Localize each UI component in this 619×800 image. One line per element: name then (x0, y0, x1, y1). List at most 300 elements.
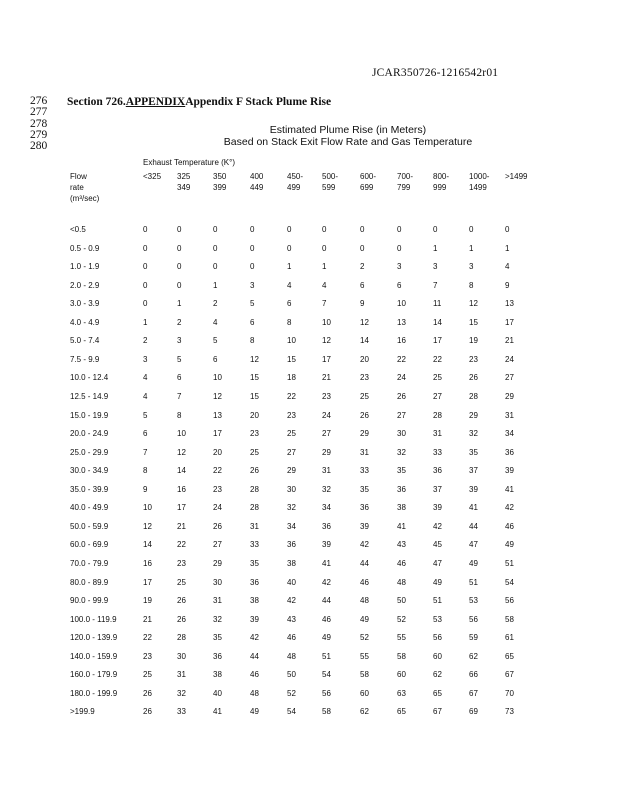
temperature-column-header (322, 171, 338, 193)
plume-rise-value: 17 (213, 429, 222, 439)
plume-rise-value: 20 (213, 447, 222, 457)
plume-rise-value: 62 (433, 670, 442, 680)
plume-rise-value: 9 (505, 280, 510, 290)
plume-rise-value: 61 (505, 633, 514, 643)
plume-rise-value: 0 (177, 243, 182, 253)
plume-rise-value: 25 (250, 447, 259, 457)
column-header-line: <325 (143, 172, 162, 181)
plume-rise-value: 6 (213, 354, 218, 364)
flow-rate-label: 180.0 - 199.9 (70, 688, 118, 698)
plume-rise-value: 14 (360, 336, 369, 346)
table-row (0, 707, 619, 724)
plume-rise-value: 0 (213, 262, 218, 272)
plume-rise-value: 10 (287, 336, 296, 346)
plume-rise-value: 26 (469, 373, 478, 383)
plume-rise-value: 31 (433, 429, 442, 439)
table-row (0, 596, 619, 613)
plume-rise-value: 55 (360, 651, 369, 661)
plume-rise-value: 0 (397, 243, 402, 253)
plume-rise-value: 38 (213, 670, 222, 680)
plume-rise-value: 23 (322, 392, 331, 401)
table-row (0, 485, 619, 502)
plume-rise-value: 26 (143, 707, 152, 717)
plume-rise-value: 69 (469, 707, 478, 717)
plume-rise-value: 1 (177, 299, 182, 309)
temperature-column-header (360, 171, 376, 193)
column-header-line: 799 (397, 183, 411, 192)
plume-rise-value: 17 (322, 354, 331, 364)
plume-rise-value: 22 (397, 354, 406, 364)
plume-rise-value: 1 (433, 243, 438, 253)
plume-rise-value: 31 (177, 670, 186, 680)
plume-rise-value: 41 (397, 521, 406, 531)
plume-rise-value: 32 (213, 614, 222, 624)
plume-rise-value: 29 (213, 558, 222, 568)
plume-rise-value: 12 (143, 521, 152, 531)
temperature-column-header (177, 171, 190, 193)
column-header-line: 449 (250, 183, 264, 192)
plume-rise-value: 26 (213, 521, 222, 531)
flow-rate-label: 7.5 - 9.9 (70, 354, 100, 364)
plume-rise-value: 26 (360, 410, 369, 420)
flow-rate-label: 70.0 - 79.9 (70, 558, 109, 568)
table-row (0, 336, 619, 353)
plume-rise-value: 42 (250, 633, 259, 643)
plume-rise-value: 16 (177, 484, 186, 494)
plume-rise-value: 17 (505, 317, 514, 327)
plume-rise-value: 49 (250, 707, 259, 717)
plume-rise-value: 34 (287, 521, 296, 531)
plume-rise-value: 21 (143, 614, 152, 624)
flow-header-line: rate (70, 183, 84, 192)
plume-rise-value: 24 (397, 373, 406, 383)
table-row (0, 466, 619, 483)
section-prefix: Section 726. (67, 96, 126, 108)
column-header-line: 399 (213, 183, 227, 192)
flow-rate-label: 20.0 - 24.9 (70, 429, 109, 439)
plume-rise-value: 25 (433, 373, 442, 383)
plume-rise-value: 53 (469, 596, 478, 605)
plume-rise-value: 66 (469, 670, 478, 680)
plume-rise-value: 0 (143, 280, 148, 290)
plume-rise-value: 29 (322, 447, 331, 457)
column-header-line: 450- (287, 172, 304, 181)
flow-rate-label: <0.5 (70, 225, 86, 234)
table-row (0, 522, 619, 539)
plume-rise-value: 18 (287, 373, 296, 383)
plume-rise-value: 63 (397, 688, 406, 698)
plume-rise-value: 19 (143, 596, 152, 605)
table-row (0, 318, 619, 335)
plume-rise-value: 5 (177, 354, 182, 364)
temperature-column-header (505, 171, 527, 182)
plume-rise-value: 0 (250, 225, 255, 234)
plume-rise-value: 0 (177, 225, 182, 234)
column-header-line: 1499 (469, 183, 487, 192)
flow-rate-label: 80.0 - 89.9 (70, 577, 109, 587)
plume-rise-value: 12 (469, 299, 478, 309)
plume-rise-value: 35 (250, 558, 259, 568)
flow-rate-label: 40.0 - 49.9 (70, 503, 109, 513)
plume-rise-value: 34 (505, 429, 514, 439)
plume-rise-value: 49 (433, 577, 442, 587)
plume-rise-value: 32 (397, 447, 406, 457)
line-number: 278 (30, 117, 48, 130)
plume-rise-value: 29 (505, 392, 514, 401)
plume-rise-value: 44 (360, 558, 369, 568)
plume-rise-value: 3 (143, 354, 148, 364)
plume-rise-value: 52 (287, 688, 296, 698)
plume-rise-value: 25 (143, 670, 152, 680)
plume-rise-value: 8 (143, 466, 148, 476)
plume-rise-value: 23 (287, 410, 296, 420)
plume-rise-value: 1 (469, 243, 474, 253)
plume-rise-value: 2 (213, 299, 218, 309)
temperature-column-header (397, 171, 413, 193)
plume-rise-value: 43 (397, 540, 406, 550)
table-row (0, 670, 619, 687)
plume-rise-value: 30 (287, 484, 296, 494)
plume-rise-value: 58 (505, 614, 514, 624)
plume-rise-value: 25 (360, 392, 369, 401)
flow-rate-label: 5.0 - 7.4 (70, 336, 100, 346)
plume-rise-value: 0 (433, 225, 438, 234)
flow-rate-label: 60.0 - 69.9 (70, 540, 109, 550)
plume-rise-value: 0 (143, 243, 148, 253)
plume-rise-value: 0 (250, 243, 255, 253)
flow-rate-label: >199.9 (70, 707, 95, 717)
plume-rise-value: 21 (322, 373, 331, 383)
plume-rise-value: 55 (397, 633, 406, 643)
plume-rise-value: 35 (360, 484, 369, 494)
plume-rise-value: 3 (177, 336, 182, 346)
column-header-line: >1499 (505, 172, 528, 181)
plume-rise-value: 58 (360, 670, 369, 680)
plume-rise-value: 25 (177, 577, 186, 587)
plume-rise-value: 27 (287, 447, 296, 457)
temperature-column-header (250, 171, 263, 193)
plume-rise-value: 17 (177, 503, 186, 513)
column-header-line: 999 (433, 183, 447, 192)
plume-rise-value: 70 (505, 688, 514, 698)
plume-rise-value: 26 (250, 466, 259, 476)
column-header-line: 699 (360, 183, 374, 192)
plume-rise-value: 47 (469, 540, 478, 550)
plume-rise-value: 23 (360, 373, 369, 383)
plume-rise-value: 22 (287, 392, 296, 401)
plume-rise-value: 23 (143, 651, 152, 661)
plume-rise-value: 0 (360, 243, 365, 253)
plume-rise-value: 0 (322, 225, 327, 234)
plume-rise-value: 46 (505, 521, 514, 531)
plume-rise-value: 31 (322, 466, 331, 476)
plume-rise-value: 41 (505, 484, 514, 494)
plume-rise-value: 48 (250, 688, 259, 698)
plume-rise-value: 29 (287, 466, 296, 476)
plume-rise-value: 1 (505, 243, 510, 253)
plume-rise-value: 30 (213, 577, 222, 587)
plume-rise-value: 23 (469, 354, 478, 364)
plume-rise-value: 38 (397, 503, 406, 513)
plume-rise-value: 5 (213, 336, 218, 346)
plume-rise-value: 44 (322, 596, 331, 605)
plume-rise-value: 8 (469, 280, 474, 290)
plume-rise-value: 27 (433, 392, 442, 401)
plume-rise-value: 44 (250, 651, 259, 661)
plume-rise-value: 28 (177, 633, 186, 643)
plume-rise-value: 9 (143, 484, 148, 494)
plume-rise-value: 49 (360, 614, 369, 624)
plume-rise-value: 13 (505, 299, 514, 309)
plume-rise-value: 41 (469, 503, 478, 513)
plume-rise-value: 20 (250, 410, 259, 420)
plume-rise-value: 49 (469, 558, 478, 568)
column-header-line: 325 (177, 172, 191, 181)
plume-rise-value: 2 (360, 262, 365, 272)
plume-rise-value: 40 (213, 688, 222, 698)
plume-rise-value: 36 (433, 466, 442, 476)
plume-rise-value: 24 (213, 503, 222, 513)
plume-rise-value: 21 (505, 336, 514, 346)
plume-rise-value: 35 (397, 466, 406, 476)
plume-rise-value: 48 (397, 577, 406, 587)
flow-rate-label: 120.0 - 139.9 (70, 633, 118, 643)
plume-rise-value: 41 (213, 707, 222, 717)
temperature-column-header (213, 171, 226, 193)
flow-rate-label: 1.0 - 1.9 (70, 262, 100, 272)
plume-rise-value: 0 (397, 225, 402, 234)
plume-rise-value: 65 (505, 651, 514, 661)
plume-rise-value: 3 (250, 280, 255, 290)
plume-rise-value: 6 (250, 317, 255, 327)
flow-rate-label: 10.0 - 12.4 (70, 373, 109, 383)
flow-rate-label: 3.0 - 3.9 (70, 299, 100, 309)
plume-rise-value: 15 (469, 317, 478, 327)
plume-rise-value: 6 (143, 429, 148, 439)
plume-rise-value: 15 (250, 373, 259, 383)
plume-rise-value: 12 (322, 336, 331, 346)
plume-rise-value: 0 (505, 225, 510, 234)
plume-rise-value: 6 (360, 280, 365, 290)
table-row (0, 392, 619, 409)
plume-rise-value: 22 (433, 354, 442, 364)
flow-rate-label: 15.0 - 19.9 (70, 410, 109, 420)
plume-rise-value: 65 (397, 707, 406, 717)
plume-rise-value: 26 (177, 614, 186, 624)
plume-rise-value: 27 (213, 540, 222, 550)
flow-rate-label: 35.0 - 39.9 (70, 484, 109, 494)
plume-rise-value: 22 (213, 466, 222, 476)
flow-rate-header (70, 171, 99, 204)
plume-rise-value: 28 (469, 392, 478, 401)
plume-rise-value: 32 (322, 484, 331, 494)
table-row (0, 503, 619, 520)
plume-rise-value: 39 (360, 521, 369, 531)
plume-rise-value: 62 (469, 651, 478, 661)
plume-rise-value: 13 (397, 317, 406, 327)
plume-rise-value: 27 (505, 373, 514, 383)
plume-rise-value: 25 (287, 429, 296, 439)
plume-rise-value: 26 (397, 392, 406, 401)
plume-rise-value: 31 (505, 410, 514, 420)
plume-rise-value: 14 (433, 317, 442, 327)
document-id: JCAR350726-1216542r01 (372, 67, 499, 79)
column-header-line: 600- (360, 172, 377, 181)
flow-rate-label: 160.0 - 179.9 (70, 670, 118, 680)
plume-rise-value: 33 (360, 466, 369, 476)
plume-rise-value: 42 (287, 596, 296, 605)
line-numbers (30, 96, 47, 152)
plume-rise-value: 7 (433, 280, 438, 290)
plume-rise-value: 0 (213, 225, 218, 234)
flow-rate-label: 25.0 - 29.9 (70, 447, 109, 457)
plume-rise-value: 30 (177, 651, 186, 661)
plume-rise-value: 32 (469, 429, 478, 439)
plume-rise-value: 47 (433, 558, 442, 568)
plume-rise-value: 28 (250, 503, 259, 513)
plume-rise-value: 39 (505, 466, 514, 476)
plume-rise-value: 56 (322, 688, 331, 698)
plume-rise-value: 24 (505, 354, 514, 364)
table-row (0, 578, 619, 595)
plume-rise-value: 38 (250, 596, 259, 605)
plume-rise-value: 1 (213, 280, 218, 290)
column-header-line: 800- (433, 172, 450, 181)
plume-rise-value: 30 (397, 429, 406, 439)
flow-header-line: (m³/sec) (70, 194, 100, 203)
plume-rise-value: 0 (250, 262, 255, 272)
flow-rate-label: 12.5 - 14.9 (70, 392, 109, 401)
plume-rise-value: 12 (360, 317, 369, 327)
plume-rise-value: 32 (177, 688, 186, 698)
plume-rise-value: 60 (433, 651, 442, 661)
plume-rise-value: 67 (433, 707, 442, 717)
plume-rise-value: 4 (505, 262, 510, 272)
plume-rise-value: 49 (505, 540, 514, 550)
plume-rise-value: 0 (143, 225, 148, 234)
plume-rise-value: 23 (250, 429, 259, 439)
plume-rise-value: 46 (250, 670, 259, 680)
section-suffix: Appendix F Stack Plume Rise (185, 96, 332, 108)
plume-rise-value: 46 (397, 558, 406, 568)
plume-rise-value: 35 (213, 633, 222, 643)
column-header-line: 400 (250, 172, 264, 181)
plume-rise-value: 17 (143, 577, 152, 587)
table-subtitle: Based on Stack Exit Flow Rate and Gas Temperature (223, 136, 473, 148)
plume-rise-value: 0 (177, 262, 182, 272)
column-header-line: 349 (177, 183, 191, 192)
plume-rise-value: 1 (287, 262, 292, 272)
table-row (0, 373, 619, 390)
plume-rise-value: 67 (469, 688, 478, 698)
plume-rise-value: 6 (397, 280, 402, 290)
plume-rise-value: 17 (433, 336, 442, 346)
plume-rise-value: 48 (360, 596, 369, 605)
plume-rise-value: 53 (433, 614, 442, 624)
plume-rise-value: 14 (143, 540, 152, 550)
table-row (0, 448, 619, 465)
plume-rise-value: 10 (213, 373, 222, 383)
plume-rise-value: 6 (287, 299, 292, 309)
plume-rise-value: 7 (177, 392, 182, 401)
plume-rise-value: 0 (287, 225, 292, 234)
table-row (0, 411, 619, 428)
plume-rise-value: 54 (287, 707, 296, 717)
temperature-column-header (143, 171, 161, 182)
plume-rise-value: 29 (469, 410, 478, 420)
plume-rise-value: 10 (143, 503, 152, 513)
plume-rise-value: 58 (322, 707, 331, 717)
plume-rise-value: 8 (287, 317, 292, 327)
plume-rise-value: 11 (433, 299, 442, 309)
table-row (0, 559, 619, 576)
flow-rate-label: 0.5 - 0.9 (70, 243, 100, 253)
plume-rise-value: 62 (360, 707, 369, 717)
plume-rise-value: 0 (287, 243, 292, 253)
plume-rise-value: 16 (397, 336, 406, 346)
plume-rise-value: 0 (322, 243, 327, 253)
plume-rise-value: 39 (433, 503, 442, 513)
column-header-line: 599 (322, 183, 336, 192)
plume-rise-value: 4 (143, 373, 148, 383)
plume-rise-value: 6 (177, 373, 182, 383)
plume-rise-value: 50 (397, 596, 406, 605)
flow-rate-label: 100.0 - 119.9 (70, 614, 117, 624)
column-header-line: 1000- (469, 172, 490, 181)
plume-rise-value: 0 (143, 262, 148, 272)
plume-rise-value: 28 (250, 484, 259, 494)
plume-rise-value: 37 (469, 466, 478, 476)
table-row (0, 281, 619, 298)
plume-rise-value: 60 (397, 670, 406, 680)
plume-rise-value: 21 (177, 521, 186, 531)
plume-rise-value: 33 (250, 540, 259, 550)
plume-rise-value: 44 (469, 521, 478, 531)
plume-rise-value: 42 (433, 521, 442, 531)
plume-rise-value: 37 (433, 484, 442, 494)
plume-rise-value: 12 (177, 447, 186, 457)
table-row (0, 299, 619, 316)
plume-rise-value: 52 (360, 633, 369, 643)
plume-rise-value: 10 (322, 317, 331, 327)
flow-rate-label: 90.0 - 99.9 (70, 596, 109, 605)
plume-rise-value: 35 (469, 447, 478, 457)
table-row (0, 633, 619, 650)
table-row (0, 244, 619, 261)
plume-rise-value: 24 (322, 410, 331, 420)
plume-rise-value: 41 (322, 558, 331, 568)
plume-rise-value: 2 (143, 336, 148, 346)
table-row (0, 652, 619, 669)
temperature-column-header (469, 171, 489, 193)
plume-rise-value: 0 (143, 299, 148, 309)
table-row (0, 429, 619, 446)
plume-rise-value: 0 (213, 243, 218, 253)
plume-rise-value: 5 (250, 299, 255, 309)
flow-rate-label: 50.0 - 59.9 (70, 521, 109, 531)
plume-rise-value: 31 (213, 596, 222, 605)
plume-rise-value: 8 (177, 410, 182, 420)
plume-rise-value: 73 (505, 707, 514, 717)
column-header-line: 700- (397, 172, 414, 181)
temperature-column-header (287, 171, 303, 193)
plume-rise-value: 14 (177, 466, 186, 476)
plume-rise-value: 4 (143, 392, 148, 401)
table-row (0, 615, 619, 632)
plume-rise-value: 39 (469, 484, 478, 494)
plume-rise-value: 9 (360, 299, 365, 309)
plume-rise-value: 1 (322, 262, 327, 272)
